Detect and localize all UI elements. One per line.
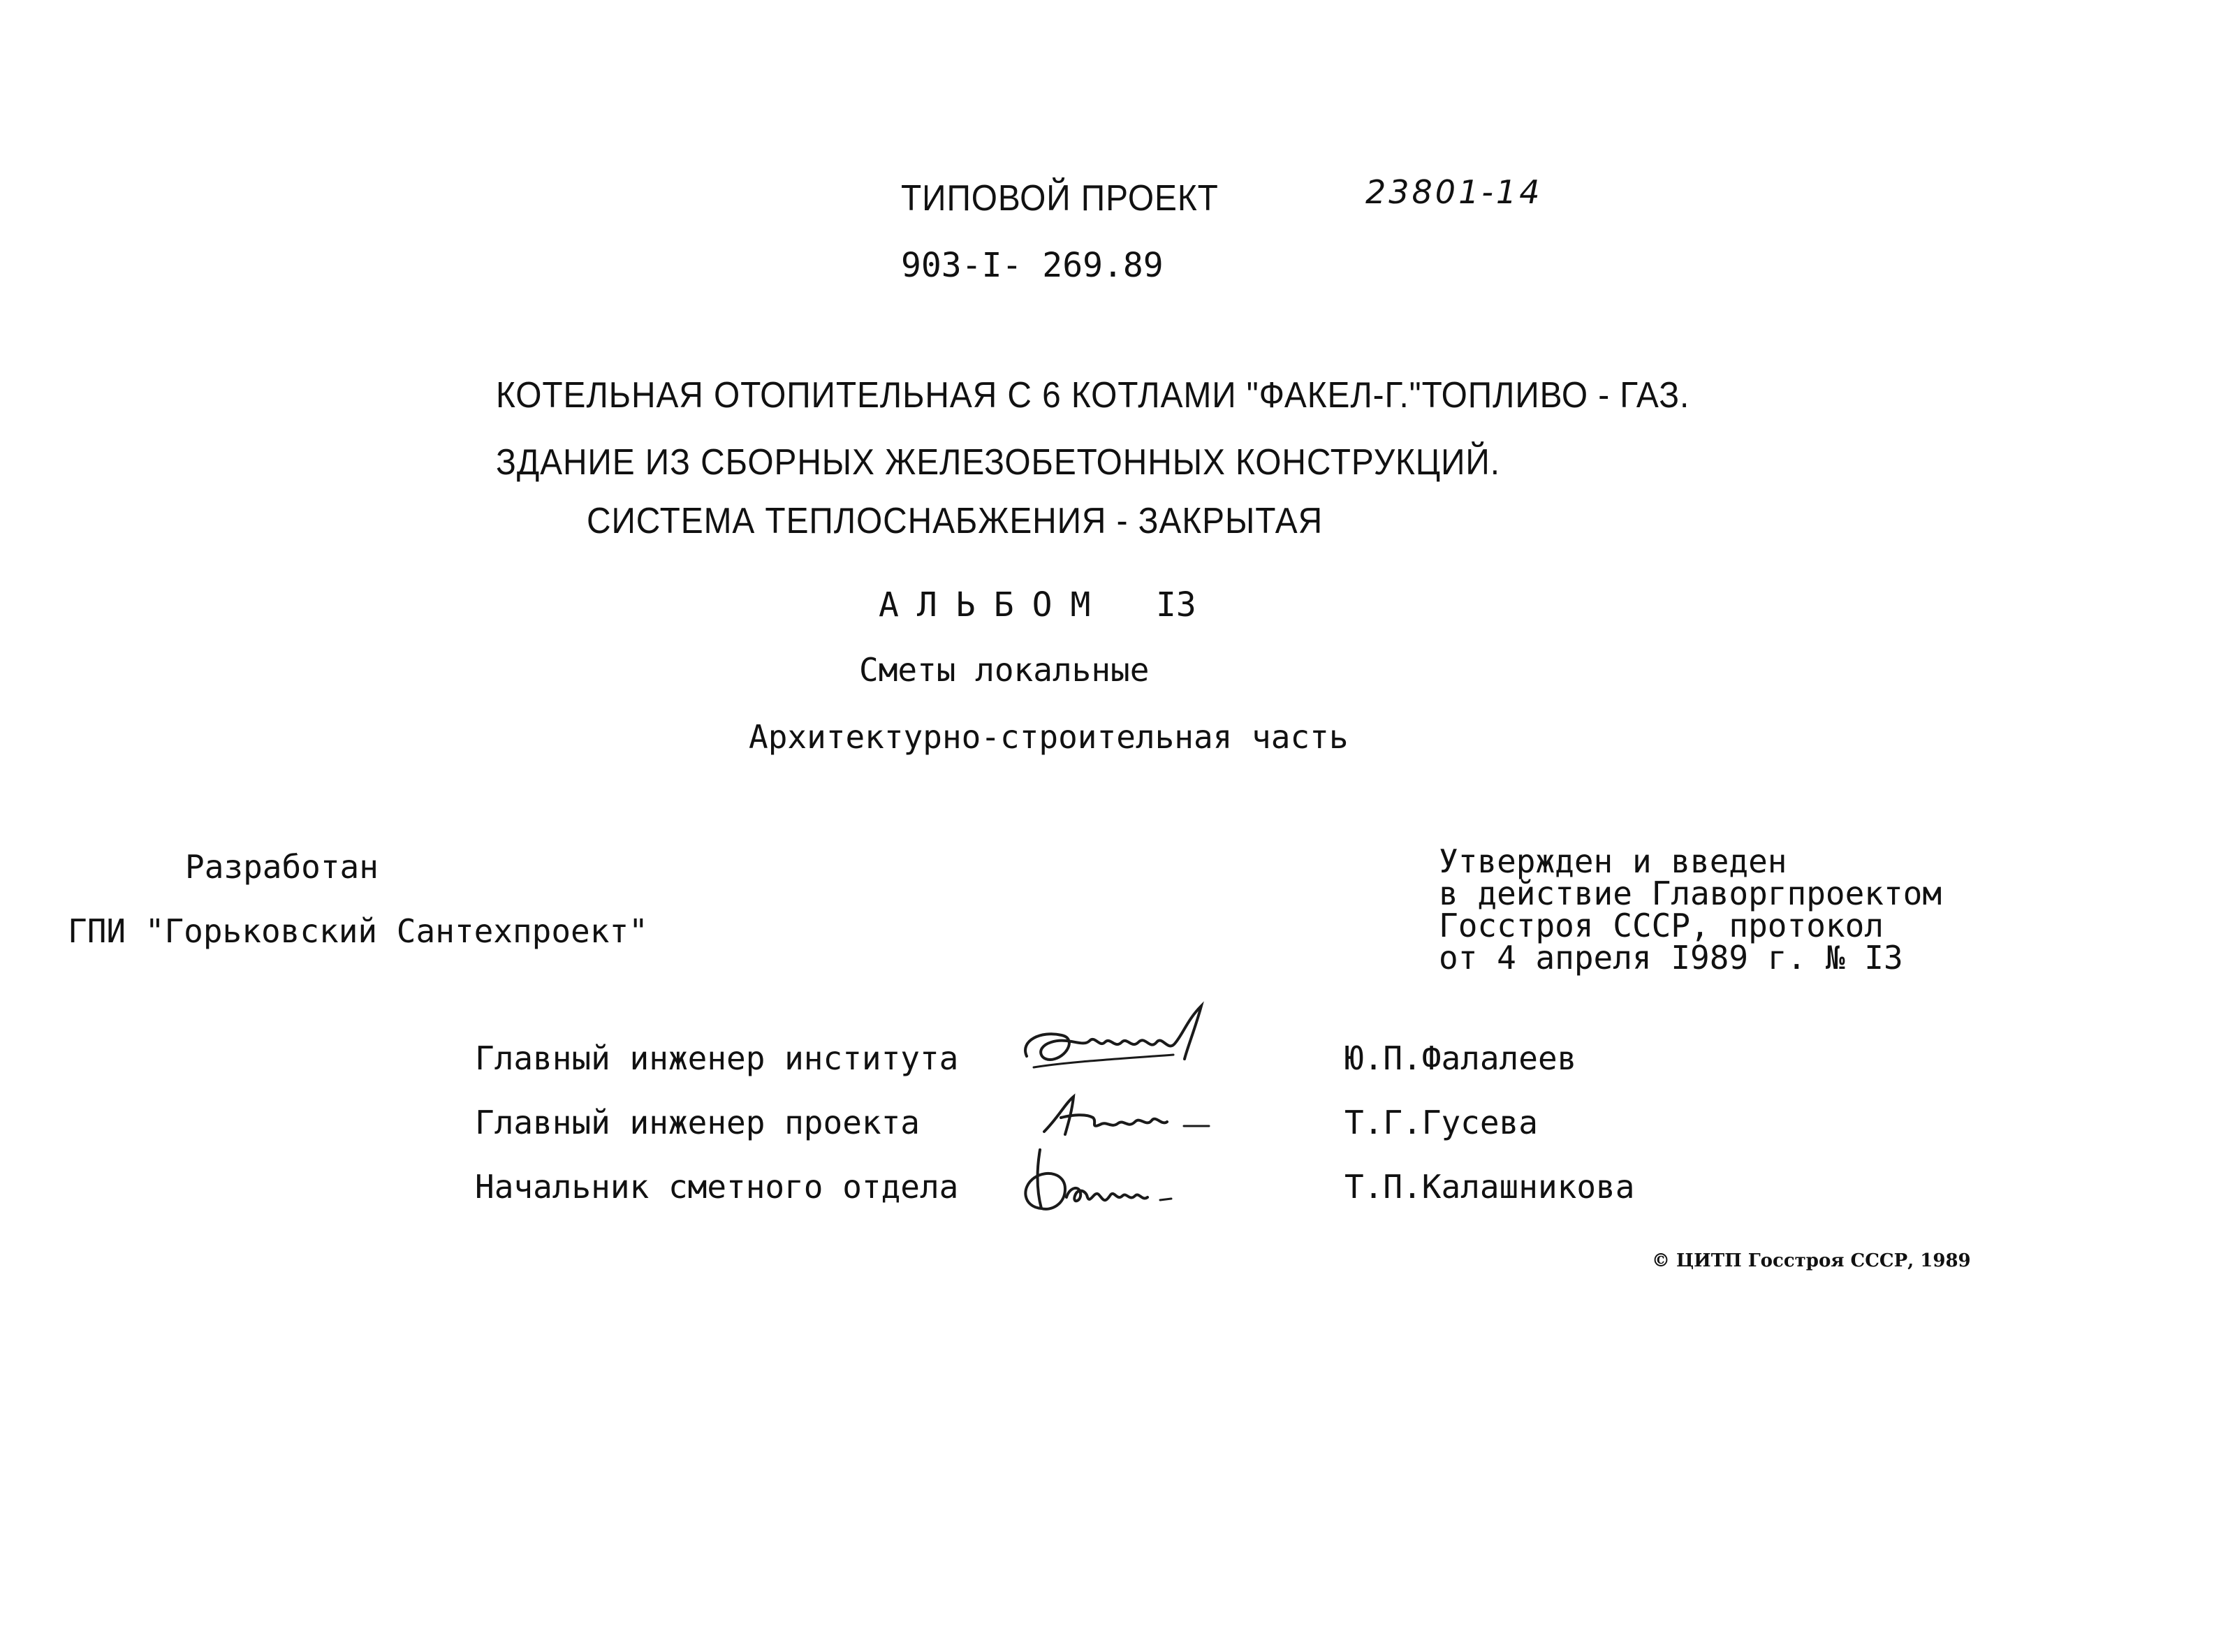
album-section: Архитектурно-строительная часть — [749, 718, 1349, 756]
signatory-name: Т.П.Калашникова — [1344, 1168, 1635, 1206]
title-line-2: ЗДАНИЕ ИЗ СБОРНЫХ ЖЕЛЕЗОБЕТОННЫХ КОНСТРУКЦИЙ. — [496, 442, 1500, 483]
album-subtitle: Сметы локальные — [859, 651, 1150, 689]
signatory-name: Ю.П.Фалалеев — [1344, 1039, 1577, 1077]
inventory-number: 23801-14 — [1365, 173, 1543, 211]
developer-label: Разработан — [185, 848, 379, 886]
signatory-position: Начальник сметного отдела — [475, 1168, 959, 1206]
signatory-position: Главный инженер проекта — [475, 1104, 920, 1141]
approval-line: Госстроя СССР, протокол — [1439, 907, 1884, 944]
approval-line: в действие Главоргпроектом — [1439, 875, 1942, 912]
signature-1-image — [1013, 992, 1236, 1083]
album-number: I3 — [1156, 585, 1196, 624]
signatory-name: Т.Г.Гусева — [1344, 1104, 1538, 1141]
project-number: 903-I- 269.89 — [901, 246, 1164, 285]
approval-block — [1439, 842, 1942, 977]
approval-line: от 4 апреля I989 г. № I3 — [1439, 939, 1903, 977]
project-type: ТИПОВОЙ ПРОЕКТ — [901, 178, 1219, 219]
title-line-1: КОТЕЛЬНАЯ ОТОПИТЕЛЬНАЯ С 6 КОТЛАМИ "ФАКЕЛ-Г."ТОПЛИВО - ГАЗ. — [496, 375, 1690, 416]
signature-2-image — [1037, 1090, 1233, 1146]
approval-line: Утвержден и введен — [1439, 842, 1787, 880]
signature-3-image — [1016, 1146, 1198, 1222]
signatory-position: Главный инженер института — [475, 1039, 959, 1077]
album-label: АЛЬБОМ — [879, 585, 1109, 624]
title-line-3: СИСТЕМА ТЕПЛОСНАБЖЕНИЯ - ЗАКРЫТАЯ — [587, 501, 1324, 541]
developer-name: ГПИ "Горьковский Сантехпроект" — [68, 912, 648, 950]
copyright: © ЦИТП Госстроя СССР, 1989 — [1652, 1250, 1971, 1271]
